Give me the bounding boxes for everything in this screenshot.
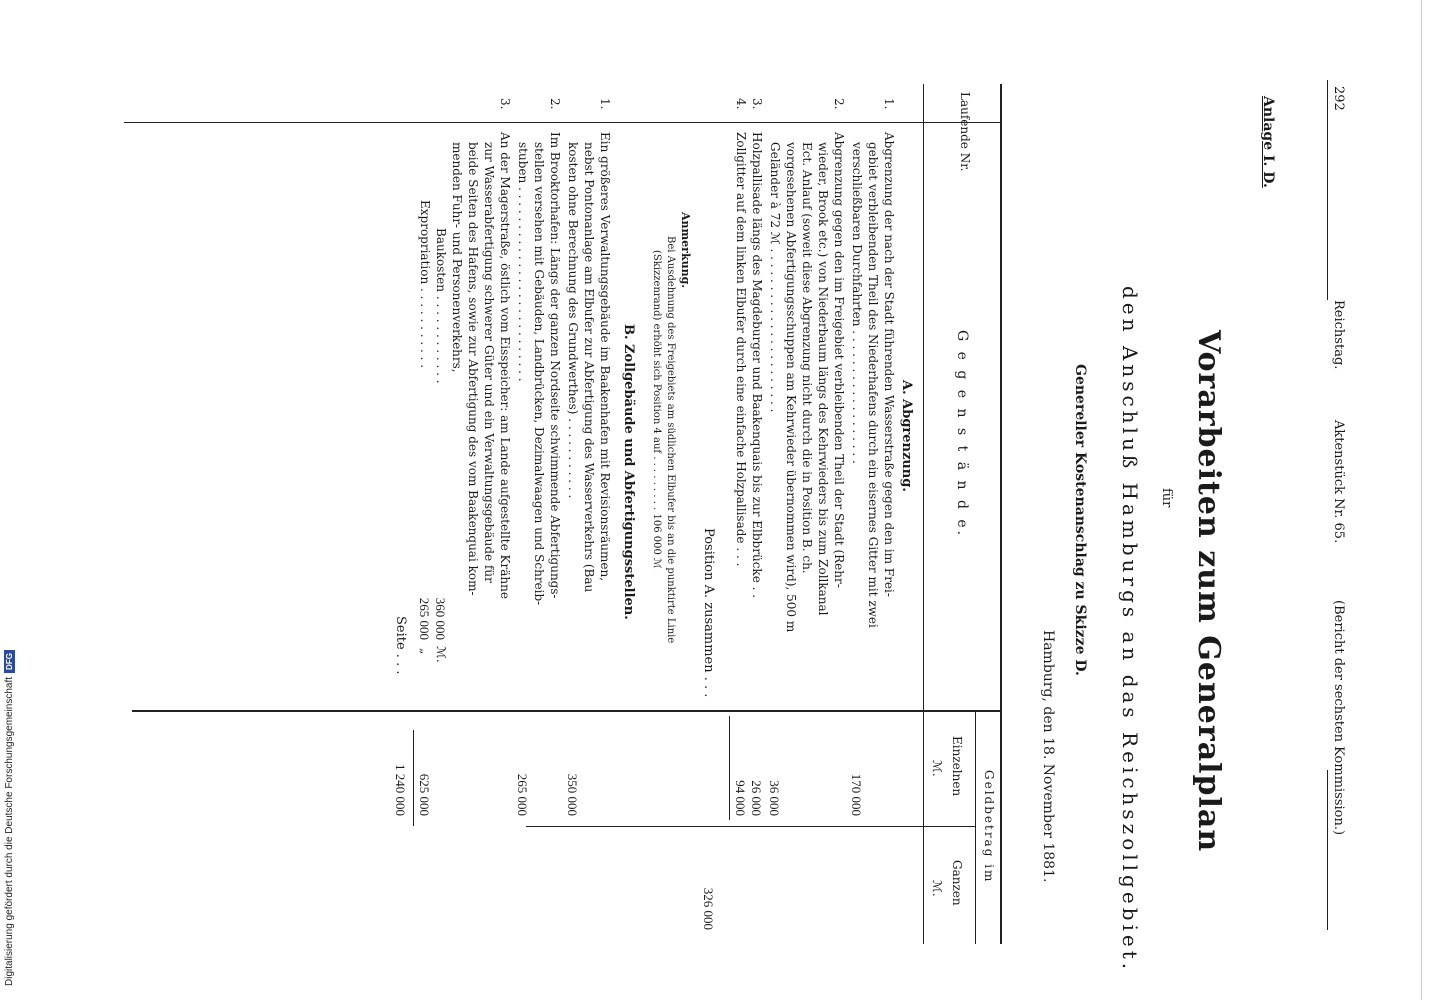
col-header-nr: Laufende Nr. (958, 92, 972, 172)
item-line: beide Seiten des Hafens, sowie zur Abfertigung des vom Baakenquai kom- (466, 142, 480, 596)
col-header-einzelnen: Einzelnen (950, 736, 964, 797)
item-line: stellen versehen mit Gebäuden, Landbrücken, Dezimalwaagen und Schreib- (532, 142, 546, 606)
section-a-heading: A. Abgrenzung. (899, 380, 914, 492)
amount-einzelnen: 170 000 (849, 773, 864, 816)
anmerkung-line: Bei Ausdehnung des Freigebiets am südlichen Elbufer bis an die punktirte Linie (665, 236, 676, 644)
digitization-footer (4, 650, 15, 986)
anmerkung-line: (Skizzenrand) erhöht sich Position 4 auf . . . . . . . . . 106 000 ℳ (651, 250, 662, 569)
title-subline: den Anschluß Hamburgs an das Reichszollgebiet. (1118, 286, 1142, 974)
document-title: Vorarbeiten zum Generalplan (1191, 330, 1226, 853)
item-line: vorgesehenen Abfertigungsschuppen am Kehrwieder übernommen wird), 500 m (784, 142, 798, 633)
item-line: Geländer à 72 ℳ . . . . . . . . . . . . . . . . . . . . . . (768, 142, 782, 413)
table-header-bottom-rule (923, 84, 924, 944)
sub-unit-expropriation: „ (418, 648, 432, 655)
amount-einzelnen: 265 000 (515, 773, 530, 816)
item-line: kosten ohne Berechnung des Grundwerthes) . . . . . . . . . . . (566, 142, 580, 499)
seite-label: Seite . . . (393, 616, 408, 675)
item-nr: 2. (832, 98, 846, 110)
item-nr: 4. (734, 98, 748, 110)
amount-einzelnen: 625 000 (417, 773, 432, 816)
col-amount-divider (132, 710, 1002, 712)
item-line: Ein größeres Verwaltungsgebäude im Baakenhafen mit Revisionsräumen, (598, 132, 612, 582)
title-subtitle: Genereller Kostenanschlag zu Skizze D. (1072, 364, 1088, 676)
item-nr: 2. (548, 98, 562, 110)
footer-text: Digitalisierung gefördert durch die Deutsche Forschungsgemeinschaft (4, 676, 15, 986)
amount-einzelnen: 26 000 (749, 780, 764, 816)
item-nr: 1. (598, 98, 612, 110)
anlage-label: Anlage I. D. (1260, 96, 1276, 188)
header-rule-left (1327, 80, 1328, 300)
amount-einzelnen: 350 000 (565, 773, 580, 816)
item-nr: 1. (882, 98, 896, 110)
col-nr-divider (124, 122, 1002, 123)
item-nr: 3. (750, 98, 764, 110)
item-line: Holzpallisade längs des Magdeburger und Baakenquais bis zur Elbbrücke . . (750, 132, 764, 599)
sub-value-expropriation: 265 000 (417, 597, 432, 640)
sub-value-baukosten: 360 000 (433, 597, 448, 640)
page-number: 292 (1331, 86, 1346, 111)
amount-einzelnen: 94 000 (733, 780, 748, 816)
item-line: An der Magerstraße, östlich vom Eisspeicher: am Lande aufgestellte Krähne (498, 132, 512, 599)
sub-unit-baukosten: ℳ. (434, 646, 448, 663)
item-line: gebiet verbleibenden Theil des Niederhafens durch ein eisernes Gitter mit zwei (866, 142, 880, 628)
item-line: menden Fuhr- und Personenverkehrs, (450, 142, 464, 373)
item-line: Ect. Anlauf (soweit diese Abgrenzung nicht durch die in Position B. ch. (800, 142, 814, 574)
seite-rule (413, 730, 414, 826)
header-aktenstueck: Aktenstück Nr. 65. (1331, 420, 1346, 544)
table-top-rule (1000, 84, 1002, 944)
item-line: nebst Pontonanlage am Elbufer zur Abfertigung des Wasserverkehrs (Bau (582, 142, 596, 593)
unit-einzelnen: ℳ. (930, 760, 944, 777)
item-line: Abgrenzung der nach der Stadt führenden Wasserstraße gegen den im Frei- (882, 132, 896, 597)
item-line: Zollgitter auf dem linken Elbufer durch eine einfache Holzpallisade . . . (734, 132, 748, 567)
subtotal-rule (729, 716, 730, 820)
item-nr: 3. (498, 98, 512, 110)
col-header-ganzen: Ganzen (950, 860, 964, 906)
unit-ganzen: ℳ. (930, 880, 944, 897)
sub-label-baukosten: Baukosten . . . . . . . . . . . . (434, 228, 448, 384)
geldbetrag-rule (975, 710, 976, 944)
col-header-gegenstaende: G e g e n s t ä n d e. (954, 330, 970, 539)
item-line: verschließbaren Durchfahrten . . . . . . . . . . . . . . . . . . (850, 142, 864, 464)
amount-einzelnen: 36 000 (767, 780, 782, 816)
seite-value: 1 240 000 (393, 764, 408, 816)
place-date: Hamburg, den 18. November 1881. (1040, 630, 1056, 883)
item-line: stuben . . . . . . . . . . . . . . . . . . . . . . . . . . (516, 142, 530, 382)
header-rule-right (1327, 770, 1328, 930)
header-bericht: (Bericht der sechsten Kommission.) (1331, 600, 1346, 836)
item-line: Im Brooktorhafen: Längs der ganzen Nordseite schwimmende Abfertigungs- (548, 132, 562, 599)
dfg-logo: DFG (4, 650, 15, 673)
position-a-total-label: Position A. zusammen . . . (701, 528, 716, 698)
item-line: wieder, Brook etc.) von Niederbaum längs des Kehrwieders bis zum Zollkanal (816, 142, 830, 616)
sub-label-expropriation: Expropriation . . . . . . . . . . . (418, 200, 432, 369)
item-line: zur Wasserabfertigung schwerer Güter und ein Verwaltungsgebäude für (482, 142, 496, 583)
section-b-heading: B. Zollgebäude und Abfertigungsstellen. (621, 324, 636, 620)
col-header-geldbetrag: Geldbetrag im (982, 770, 996, 884)
item-line: Abgrenzung gegen den im Freigebiet verbleibenden Theil der Stadt (Rehr- (832, 132, 846, 588)
title-fuer: für (1159, 488, 1174, 508)
position-a-total-value: 326 000 (701, 887, 716, 930)
header-reichstag: Reichstag. (1331, 300, 1346, 370)
anmerkung-label: Anmerkung. (679, 212, 692, 289)
scan-edge (1421, 0, 1422, 1000)
col-ganzen-divider (526, 826, 976, 827)
